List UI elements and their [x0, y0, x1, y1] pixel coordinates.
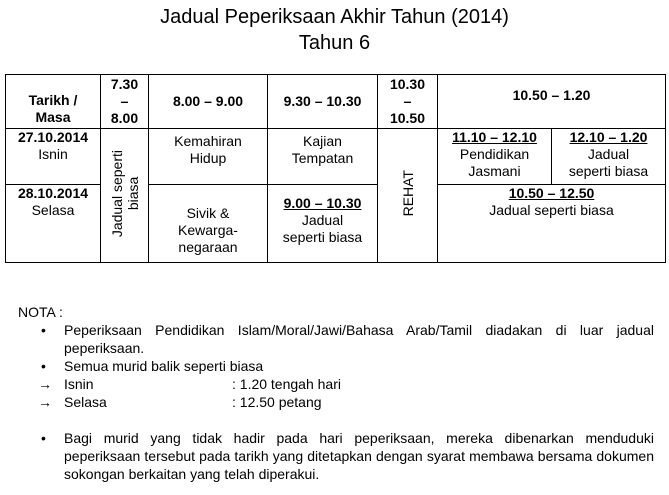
exam-schedule-table: [5, 74, 666, 263]
row1-subject-b: Kajian Tempatan: [268, 129, 378, 185]
note-isnin: [14, 375, 654, 393]
row2-date: 28.10.2014: [17, 185, 89, 201]
merged-normal-cell: [101, 129, 149, 263]
normal-schedule-label: Jadual seperti biasa: [108, 149, 141, 238]
row1-day: Isnin: [38, 146, 68, 162]
row1-slot2: [552, 129, 666, 185]
row1-subject-a: Kemahiran Hidup: [149, 129, 268, 185]
arrow-right-icon: →: [38, 394, 52, 410]
bullet-icon: •: [41, 358, 46, 374]
header-date-time: Tarikh / Masa: [6, 75, 101, 129]
note-bullet-2-text: Semua murid balik seperti biasa: [64, 358, 264, 374]
rehat-label: REHAT: [399, 170, 416, 217]
row2-day: Selasa: [31, 202, 75, 218]
rehat-cell: [378, 129, 438, 263]
row2-subject-b: [268, 185, 378, 263]
row2-subject-b-time: 9.00 – 10.30: [283, 195, 362, 211]
header-slot-0930: 9.30 – 10.30: [268, 75, 378, 129]
header-slot-0800: 8.00 – 9.00: [149, 75, 268, 129]
page-title: Jadual Peperiksaan Akhir Tahun (2014): [160, 6, 509, 28]
header-slot-0730: 7.30 – 8.00: [101, 75, 149, 129]
row2-slot: [438, 185, 666, 263]
note-bullet-3-text: Bagi murid yang tidak hadir pada hari peperiksaan, mereka dibenarkan menduduki peperiksaan tersebut pada tarikh yang ditetapkan dengan syarat membawa bersama dokumen sokongan berkaitan yang telah diperakui.: [64, 430, 654, 482]
arrow-right-icon: →: [38, 376, 52, 392]
row2-date-cell: [6, 185, 101, 263]
row1-slot2-time: 12.10 – 1.20: [569, 129, 648, 145]
row2-slot-subject: Jadual seperti biasa: [489, 202, 614, 218]
row1-slot2-subject: Jadual seperti biasa: [568, 146, 649, 179]
row2-subject-b-label: Jadual seperti biasa: [282, 212, 363, 245]
note-bullet-1: [14, 321, 654, 357]
bullet-icon: •: [41, 322, 46, 338]
note-bullet-1-text: Peperiksaan Pendidikan Islam/Moral/Jawi/Bahasa Arab/Tamil diadakan di luar jadual peperiksaan.: [64, 322, 654, 356]
page-subtitle: Tahun 6: [298, 32, 371, 54]
header-slot-1050: 10.50 – 1.20: [438, 75, 666, 129]
note-bullet-3: [14, 429, 654, 483]
note-selasa-label: Selasa: [64, 394, 107, 410]
bullet-icon: •: [41, 430, 46, 446]
row1-slot1-subject: Pendidikan Jasmani: [459, 146, 530, 179]
row1-slot1: [438, 129, 552, 185]
note-isnin-value: : 1.20 tengah hari: [232, 376, 341, 392]
header-row: [6, 75, 666, 129]
notes-heading: NOTA :: [18, 304, 63, 320]
row1-slot1-time: 11.10 – 12.10: [452, 129, 537, 145]
row1-date-cell: [6, 129, 101, 185]
notes-section: [14, 303, 654, 483]
header-slot-1030: 10.30 – 10.50: [378, 75, 438, 129]
row1-date: 27.10.2014: [17, 129, 89, 145]
table-row: [6, 129, 666, 185]
note-isnin-label: Isnin: [64, 376, 94, 392]
row2-subject-a: Sivik & Kewarga- negaraan: [149, 185, 268, 263]
row2-slot-time: 10.50 – 12.50: [508, 185, 595, 201]
note-selasa-value: : 12.50 petang: [232, 394, 322, 410]
note-bullet-2: [14, 357, 654, 375]
note-selasa: [14, 393, 654, 411]
